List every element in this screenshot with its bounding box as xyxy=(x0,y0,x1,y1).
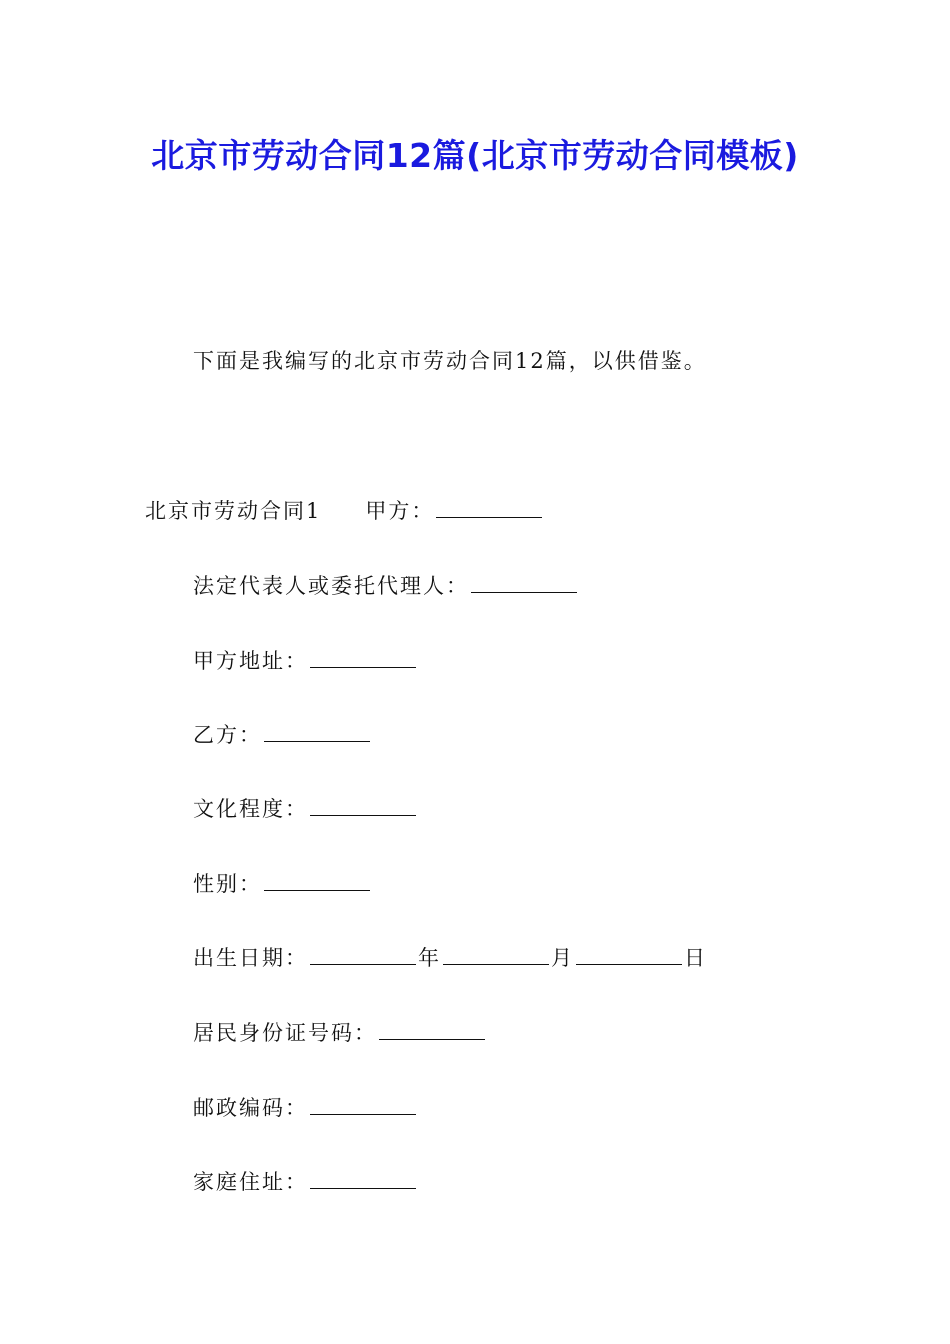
party-a-address-line xyxy=(193,645,418,675)
gender-line xyxy=(193,868,372,898)
postcode-blank[interactable] xyxy=(310,1094,416,1115)
gender-label: 性别： xyxy=(193,872,262,896)
id-line xyxy=(193,1017,487,1047)
education-label: 文化程度： xyxy=(193,797,308,821)
birth-year-blank[interactable] xyxy=(310,944,416,965)
rep-label: 法定代表人或委托代理人： xyxy=(193,574,469,598)
postcode-label: 邮政编码： xyxy=(193,1096,308,1120)
id-label: 居民身份证号码： xyxy=(193,1021,377,1045)
id-blank[interactable] xyxy=(379,1019,485,1040)
party-a-label: 甲方： xyxy=(365,499,435,523)
birth-day-label: 日 xyxy=(684,946,707,970)
party-b-label: 乙方： xyxy=(193,723,262,747)
birth-year-label: 年 xyxy=(418,946,441,970)
home-address-label: 家庭住址： xyxy=(193,1170,308,1194)
party-a-blank[interactable] xyxy=(436,497,542,518)
education-line xyxy=(193,793,418,823)
education-blank[interactable] xyxy=(310,795,416,816)
contract-heading: 北京市劳动合同1 xyxy=(145,499,322,523)
intro-paragraph: 下面是我编写的北京市劳动合同12篇，以供借鉴。 xyxy=(193,349,707,373)
party-a-address-blank[interactable] xyxy=(310,647,416,668)
gender-blank[interactable] xyxy=(264,870,370,891)
document-title: 北京市劳动合同12篇(北京市劳动合同模板) xyxy=(151,136,799,175)
party-b-line xyxy=(193,719,372,749)
birth-month-blank[interactable] xyxy=(443,944,549,965)
contract-heading-line xyxy=(145,495,544,525)
home-address-line xyxy=(193,1166,418,1196)
rep-line xyxy=(193,570,579,600)
party-a-address-label: 甲方地址： xyxy=(193,649,308,673)
party-b-blank[interactable] xyxy=(264,721,370,742)
birth-day-blank[interactable] xyxy=(576,944,682,965)
birth-month-label: 月 xyxy=(551,946,574,970)
home-address-blank[interactable] xyxy=(310,1168,416,1189)
postcode-line xyxy=(193,1092,418,1122)
birth-line xyxy=(193,942,707,972)
rep-blank[interactable] xyxy=(471,572,577,593)
birth-label: 出生日期： xyxy=(193,946,308,970)
